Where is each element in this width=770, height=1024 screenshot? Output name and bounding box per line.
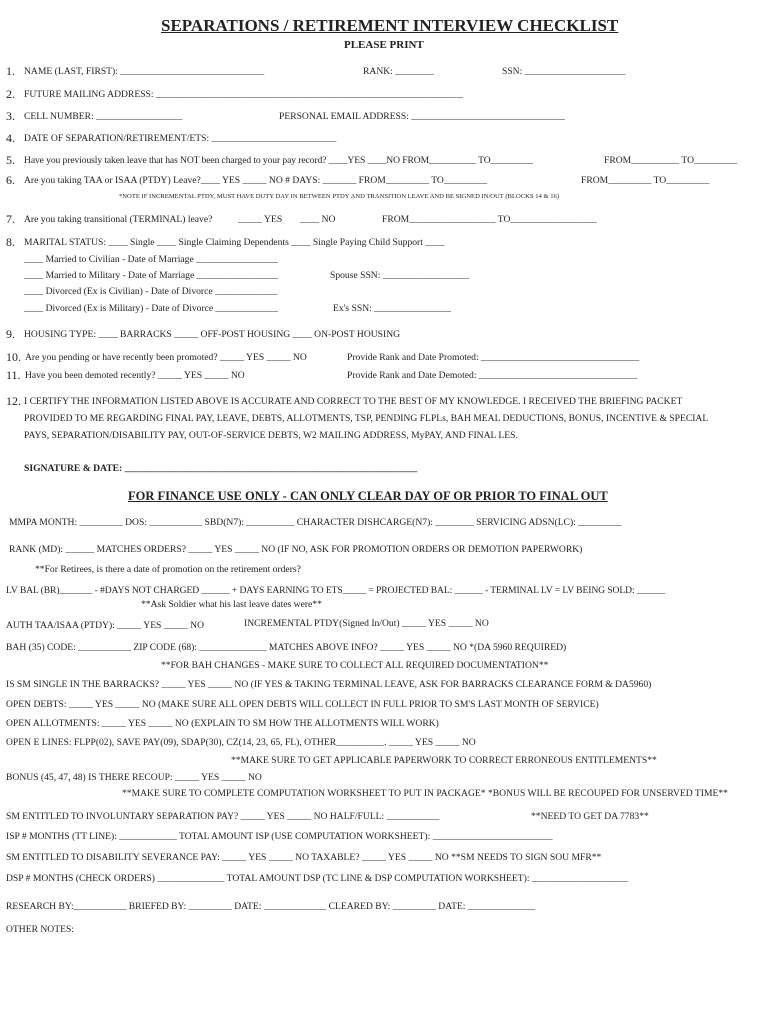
q6-from-to-2[interactable]: FROM_________ TO_________	[581, 175, 710, 186]
ptdy-note: *NOTE IF INCREMENTAL PTDY, MUST HAVE DUTY DAY IN BETWEEN PTDY AND TRANSITION LEAVE AND BE SIGNED IN/OUT (BLOCKS 14 & 16)	[119, 193, 560, 200]
finance-line-debts[interactable]: OPEN DEBTS: _____ YES _____ NO (MAKE SURE ALL OPEN DEBTS WILL COLLECT IN FULL PRIOR TO SM'S LAST MONTH OF SERVICE)	[6, 699, 599, 710]
q10-rank-date[interactable]: Provide Rank and Date Promoted: _________________________________	[347, 352, 640, 363]
q11-demoted[interactable]: Have you been demoted recently? _____ YES _____ NO	[25, 370, 245, 381]
item-number: 12.	[6, 394, 21, 408]
separation-date-field[interactable]: DATE OF SEPARATION/RETIREMENT/ETS: __________________________	[24, 133, 337, 144]
finance-line-disability[interactable]: SM ENTITLED TO DISABILITY SEVERANCE PAY: _____ YES _____ NO TAXABLE? _____ YES _____ NO **SM NEEDS TO SIGN SOU MFR**	[6, 852, 602, 863]
finance-line-barracks[interactable]: IS SM SINGLE IN THE BARRACKS? _____ YES _____ NO (IF YES & TAKING TERMINAL LEAVE, ASK FOR BARRACKS CLEARANCE FORM & DA5960)	[6, 679, 652, 690]
spouse-ssn[interactable]: Spouse SSN: __________________	[330, 270, 470, 281]
item-number: 6.	[6, 173, 15, 187]
finance-line-lv-bal[interactable]: LV BAL (BR)_______ - #DAYS NOT CHARGED ______ + DAYS EARNING TO ETS_____ = PROJECTED BAL: ______ - TERMINAL LV = LV BEING SOLD: ______	[6, 585, 665, 596]
finance-line-bah[interactable]: BAH (35) CODE: ___________ ZIP CODE (68): ______________ MATCHES ABOVE INFO? _____ YES _____ NO *(DA 5960 REQUIRED)	[6, 642, 567, 653]
q10-promoted[interactable]: Are you pending or have recently been promoted? _____ YES _____ NO	[25, 352, 307, 363]
item-number: 11.	[6, 368, 21, 382]
q7-no[interactable]: ____ NO	[300, 214, 336, 225]
email-field[interactable]: PERSONAL EMAIL ADDRESS: ________________________________	[279, 111, 565, 122]
q5-from-to-2[interactable]: FROM__________ TO_________	[604, 155, 738, 166]
finance-line-mmpa[interactable]: MMPA MONTH: _________ DOS: ___________ SBD(N7): __________ CHARACTER DISHCARGE(N7): ________ SERVICING ADSN(LC): _________	[9, 517, 622, 528]
ssn-field[interactable]: SSN: _____________________	[502, 66, 626, 77]
item-number: 1.	[6, 64, 15, 78]
item-number: 5.	[6, 153, 15, 167]
q11-rank-date[interactable]: Provide Rank and Date Demoted: _________________________________	[347, 370, 638, 381]
certification-line-3: PAYS, SEPARATION/DISABILITY PAY, OUT-OF-SERVICE DEBTS, W2 MAILING ADDRESS, MyPAY, AND FINAL LES.	[24, 430, 518, 441]
mailing-address-field[interactable]: FUTURE MAILING ADDRESS: ________________________________________________________________	[24, 89, 463, 100]
married-military[interactable]: ____ Married to Military - Date of Marriage _________________	[24, 270, 279, 281]
form-title: SEPARATIONS / RETIREMENT INTERVIEW CHECKLIST	[161, 16, 619, 35]
finance-line-e-lines[interactable]: OPEN E LINES: FLPP(02), SAVE PAY(09), SDAP(30), CZ(14, 23, 65, FL), OTHER__________. _____ YES _____ NO	[6, 737, 476, 748]
marital-status[interactable]: MARITAL STATUS: ____ Single ____ Single Claiming Dependents ____ Single Paying Child Support ____	[24, 237, 445, 248]
item-number: 10.	[6, 350, 21, 364]
certification-line-2: PROVIDED TO ME REGARDING FINAL PAY, LEAVE, DEBTS, ALLOTMENTS, TSP, PENDING FLPLs, BAH MEAL DEDUCTIONS, BONUS, INCENTIVE & SPECIAL	[24, 413, 709, 424]
item-number: 8.	[6, 235, 15, 249]
q7-from-to[interactable]: FROM__________________ TO__________________	[382, 214, 597, 225]
item-number: 3.	[6, 109, 15, 123]
item-number: 4.	[6, 131, 15, 145]
finance-line-rank[interactable]: RANK (MD): ______ MATCHES ORDERS? _____ YES _____ NO (IF NO, ASK FOR PROMOTION ORDERS OR DEMOTION PAPERWORK)	[9, 544, 583, 555]
q5-unc-leave[interactable]: Have you previously taken leave that has NOT been charged to your pay record? ____YES ____NO FROM__________ TO_________	[24, 155, 533, 166]
finance-line-allotments[interactable]: OPEN ALLOTMENTS: _____ YES _____ NO (EXPLAIN TO SM HOW THE ALLOTMENTS WILL WORK)	[6, 718, 439, 729]
q7-terminal-leave: Are you taking transitional (TERMINAL) leave?	[24, 214, 213, 225]
finance-line-isp-months[interactable]: ISP # MONTHS (TT LINE): ____________ TOTAL AMOUNT ISP (USE COMPUTATION WORKSHEET): _________________________	[6, 831, 553, 842]
divorced-civilian[interactable]: ____ Divorced (Ex is Civilian) - Date of Divorce _____________	[24, 286, 278, 297]
other-notes-label: OTHER NOTES:	[6, 924, 74, 935]
married-civilian[interactable]: ____ Married to Civilian - Date of Marriage _________________	[24, 254, 278, 265]
item-number: 9.	[6, 327, 15, 341]
form-subtitle: PLEASE PRINT	[344, 39, 424, 51]
divorced-military[interactable]: ____ Divorced (Ex is Military) - Date of Divorce _____________	[24, 303, 278, 314]
cell-number-field[interactable]: CELL NUMBER: __________________	[24, 111, 183, 122]
finance-heading: FOR FINANCE USE ONLY - CAN ONLY CLEAR DAY OF OR PRIOR TO FINAL OUT	[128, 489, 608, 503]
finance-line-isp[interactable]: SM ENTITLED TO INVOLUNTARY SEPARATION PAY? _____ YES _____ NO HALF/FULL: ___________	[6, 811, 440, 822]
name-field[interactable]: NAME (LAST, FIRST): ______________________________	[24, 66, 265, 77]
item-number: 7.	[6, 212, 15, 226]
q7-yes[interactable]: _____ YES	[238, 214, 283, 225]
finance-entitlements-note: **MAKE SURE TO GET APPLICABLE PAPERWORK TO CORRECT ERRONEOUS ENTITLEMENTS**	[231, 755, 657, 766]
item-number: 2.	[6, 87, 15, 101]
finance-line-ptdy[interactable]: AUTH TAA/ISAA (PTDY): _____ YES _____ NO	[6, 620, 205, 631]
rank-field[interactable]: RANK: ________	[363, 66, 434, 77]
finance-line-bonus[interactable]: BONUS (45, 47, 48) IS THERE RECOUP: _____ YES _____ NO	[6, 772, 262, 783]
finance-bonus-note: **MAKE SURE TO COMPLETE COMPUTATION WORKSHEET TO PUT IN PACKAGE* *BONUS WILL BE RECOUPED FOR UNSERVED TIME**	[122, 788, 728, 799]
finance-da7783-note: **NEED TO GET DA 7783**	[531, 811, 649, 822]
ex-ssn[interactable]: Ex's SSN: ________________	[333, 303, 451, 314]
finance-leave-note: **Ask Soldier what his last leave dates were**	[141, 599, 322, 610]
finance-line-dsp[interactable]: DSP # MONTHS (CHECK ORDERS) ______________ TOTAL AMOUNT DSP (TC LINE & DSP COMPUTATION WORKSHEET): ____________________	[6, 873, 628, 884]
finance-line-research[interactable]: RESEARCH BY:___________ BRIEFED BY: _________ DATE: _____________ CLEARED BY: _________ DATE: ______________	[6, 901, 536, 912]
certification-line-1: I CERTIFY THE INFORMATION LISTED ABOVE IS ACCURATE AND CORRECT TO THE BEST OF MY KNOWLEDGE. I RECEIVED THE BRIEFING PACKET	[24, 396, 683, 407]
housing-type[interactable]: HOUSING TYPE: ____ BARRACKS _____ OFF-POST HOUSING ____ ON-POST HOUSING	[24, 329, 401, 340]
finance-line-incremental[interactable]: INCREMENTAL PTDY(Signed In/Out) _____ YES _____ NO	[244, 618, 489, 629]
signature-field[interactable]: SIGNATURE & DATE: _____________________________________________________________	[24, 463, 418, 474]
q6-ptdy-leave[interactable]: Are you taking TAA or ISAA (PTDY) Leave?____ YES _____ NO # DAYS: _______ FROM_________ TO_________	[24, 175, 488, 186]
finance-bah-note: **FOR BAH CHANGES - MAKE SURE TO COLLECT ALL REQUIRED DOCUMENTATION**	[161, 660, 549, 671]
finance-retiree-note: **For Retirees, is there a date of promotion on the retirement orders?	[35, 564, 301, 575]
